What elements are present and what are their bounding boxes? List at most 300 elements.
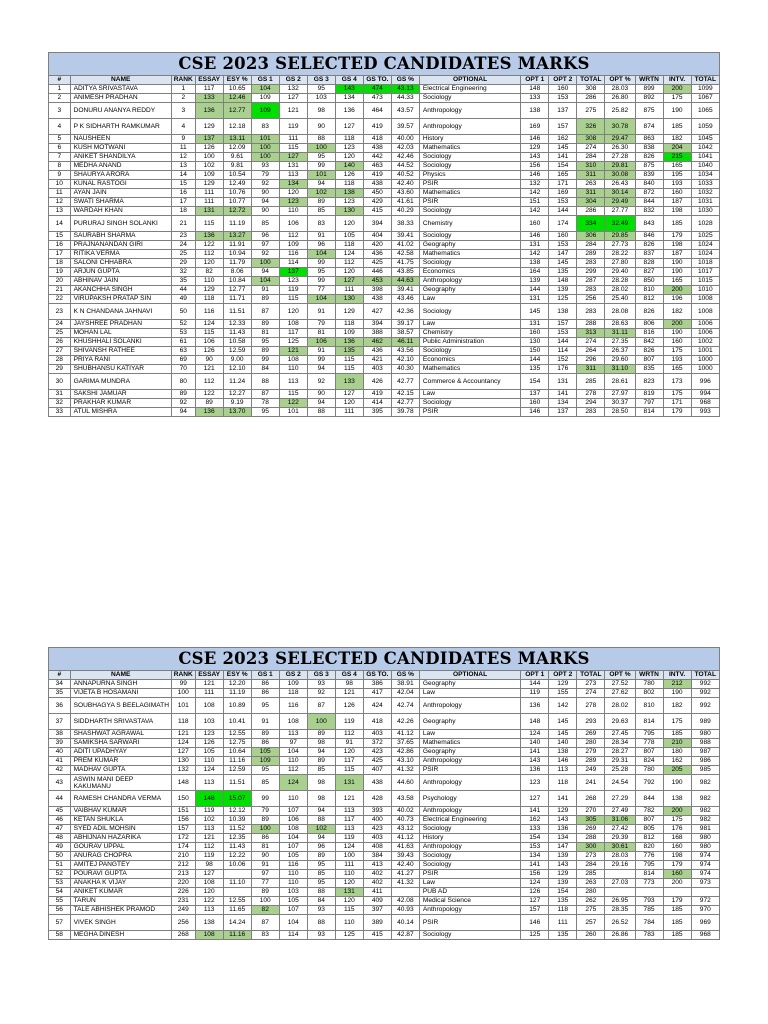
- cell-name: PRAKHAR KUMAR: [70, 399, 171, 408]
- header-essay: ESSAY: [195, 76, 223, 85]
- cell-opt-total: 263: [577, 879, 605, 888]
- cell-essay: 148: [195, 791, 223, 807]
- cell-name: ANAKHA K VIJAY: [70, 879, 171, 888]
- cell-rank: 17: [171, 198, 195, 207]
- cell-interview: 182: [663, 304, 691, 320]
- cell-opt1: 125: [521, 931, 549, 940]
- cell-gs4: 98: [335, 680, 363, 689]
- cell-gs-total: 473: [363, 94, 391, 103]
- cell-rank: 99: [171, 680, 195, 689]
- cell-num: 10: [49, 180, 71, 189]
- cell-opt2: 138: [549, 304, 577, 320]
- cell-gs3: 94: [307, 180, 335, 189]
- cell-gs4: 100: [335, 852, 363, 861]
- cell-gs4: 120: [335, 897, 363, 906]
- cell-gs4: 135: [335, 347, 363, 356]
- cell-gs2: 107: [279, 807, 307, 816]
- cell-opt-pct: 28.34: [605, 739, 635, 748]
- cell-optional: Sociology: [419, 931, 520, 940]
- cell-gs-pct: 41.27: [391, 870, 419, 879]
- cell-gs-total: 428: [363, 791, 391, 807]
- cell-grand-total: 985: [691, 766, 719, 775]
- cell-opt2: 155: [549, 689, 577, 698]
- cell-gs4: 115: [335, 766, 363, 775]
- cell-gs3: 90: [307, 390, 335, 399]
- cell-opt-pct: 30.61: [605, 843, 635, 852]
- cell-opt-pct: 29.81: [605, 162, 635, 171]
- cell-essay: 138: [195, 915, 223, 931]
- cell-written: 835: [635, 365, 663, 374]
- cell-gs1: 95: [251, 408, 279, 417]
- table-row: [49, 85, 720, 94]
- cell-gs1: 89: [251, 320, 279, 329]
- cell-gs4: 112: [335, 259, 363, 268]
- cell-gs3: 95: [307, 85, 335, 94]
- cell-opt1: 142: [521, 189, 549, 198]
- cell-opt1: 132: [521, 180, 549, 189]
- cell-gs2: 108: [279, 356, 307, 365]
- cell-gs2: 112: [279, 232, 307, 241]
- cell-opt-total: 288: [577, 834, 605, 843]
- cell-gs-pct: 44.52: [391, 162, 419, 171]
- cell-gs3: 98: [307, 739, 335, 748]
- cell-gs3: 88: [307, 816, 335, 825]
- cell-rank: 101: [171, 698, 195, 714]
- table-row: [49, 834, 720, 843]
- cell-written: 814: [635, 870, 663, 879]
- cell-gs3: 89: [307, 730, 335, 739]
- cell-opt-pct: 27.29: [605, 791, 635, 807]
- cell-opt-total: 273: [577, 852, 605, 861]
- cell-essay-pct: 10.06: [223, 861, 251, 870]
- cell-gs2: 110: [279, 879, 307, 888]
- table-row: [49, 906, 720, 915]
- cell-gs-pct: 39.41: [391, 286, 419, 295]
- cell-gs4: 126: [335, 698, 363, 714]
- cell-opt1: 129: [521, 144, 549, 153]
- cell-opt1: 136: [521, 766, 549, 775]
- header-row: [49, 76, 720, 85]
- cell-rank: 29: [171, 259, 195, 268]
- cell-essay: 121: [195, 834, 223, 843]
- cell-written: 810: [635, 698, 663, 714]
- cell-grand-total: 1034: [691, 171, 719, 180]
- cell-rank: 212: [171, 861, 195, 870]
- cell-gs-total: 395: [363, 408, 391, 417]
- cell-gs3: 79: [307, 320, 335, 329]
- cell-opt2: 145: [549, 144, 577, 153]
- cell-gs3: 94: [307, 399, 335, 408]
- cell-gs4: 105: [335, 232, 363, 241]
- cell-gs3: 91: [307, 347, 335, 356]
- cell-optional: PSIR: [419, 198, 520, 207]
- cell-opt2: 134: [549, 834, 577, 843]
- cell-name: KETAN SHUKLA: [70, 816, 171, 825]
- cell-interview: 180: [663, 748, 691, 757]
- cell-gs3: 104: [307, 295, 335, 304]
- cell-gs1: 84: [251, 365, 279, 374]
- marks-sheet-1: [48, 52, 720, 417]
- cell-essay: 112: [195, 374, 223, 390]
- cell-opt2: 145: [549, 259, 577, 268]
- header-written: WRTN: [635, 671, 663, 680]
- cell-grand-total: 1017: [691, 268, 719, 277]
- cell-grand-total: 1006: [691, 329, 719, 338]
- cell-interview: 175: [663, 390, 691, 399]
- cell-num: 54: [49, 888, 71, 897]
- cell-opt-pct: 30.08: [605, 171, 635, 180]
- cell-gs2: 105: [279, 897, 307, 906]
- cell-grand-total: 1008: [691, 295, 719, 304]
- cell-gs-total: 418: [363, 714, 391, 730]
- cell-optional: Anthropology: [419, 757, 520, 766]
- cell-num: 58: [49, 931, 71, 940]
- cell-opt-pct: 30.37: [605, 399, 635, 408]
- cell-essay: 111: [195, 198, 223, 207]
- cell-rank: 157: [171, 825, 195, 834]
- cell-gs3: 102: [307, 825, 335, 834]
- cell-num: 57: [49, 915, 71, 931]
- cell-gs4: 134: [335, 94, 363, 103]
- cell-opt1: 123: [521, 775, 549, 791]
- cell-gs-total: 429: [363, 198, 391, 207]
- cell-opt1: 124: [521, 879, 549, 888]
- cell-name: GARIMA MUNDRA: [70, 374, 171, 390]
- cell-gs-pct: 43.13: [391, 85, 419, 94]
- cell-gs-pct: 42.10: [391, 356, 419, 365]
- sheet-title: CSE 2023 SELECTED CANDIDATES MARKS: [49, 648, 720, 671]
- cell-essay-pct: 14.24: [223, 915, 251, 931]
- cell-name: PREM KUMAR: [70, 757, 171, 766]
- cell-essay: 108: [195, 931, 223, 940]
- cell-num: 11: [49, 189, 71, 198]
- header-opt-total: TOTAL: [577, 76, 605, 85]
- cell-essay-pct: 13.11: [223, 135, 251, 144]
- header-opt-pct: OPT %: [605, 671, 635, 680]
- cell-opt-pct: 29.85: [605, 232, 635, 241]
- cell-opt-total: 278: [577, 698, 605, 714]
- cell-interview: 190: [663, 259, 691, 268]
- cell-opt-pct: 27.42: [605, 825, 635, 834]
- cell-gs2: 107: [279, 906, 307, 915]
- cell-num: 6: [49, 144, 71, 153]
- cell-opt-pct: 28.63: [605, 320, 635, 329]
- cell-gs-pct: 38.33: [391, 216, 419, 232]
- cell-gs3: 89: [307, 198, 335, 207]
- cell-opt1: 145: [521, 304, 549, 320]
- table-row: [49, 825, 720, 834]
- cell-gs4: 121: [335, 689, 363, 698]
- header-gs-total: GS TO.: [363, 671, 391, 680]
- cell-optional: PSIR: [419, 180, 520, 189]
- cell-num: 1: [49, 85, 71, 94]
- cell-gs3: 81: [307, 329, 335, 338]
- cell-opt-pct: 26.95: [605, 897, 635, 906]
- cell-opt-total: 262: [577, 897, 605, 906]
- cell-grand-total: 968: [691, 931, 719, 940]
- header-rank: RANK: [171, 671, 195, 680]
- cell-opt-pct: 26.37: [605, 347, 635, 356]
- cell-num: 24: [49, 320, 71, 329]
- cell-gs-pct: 39.17: [391, 320, 419, 329]
- cell-interview: 185: [663, 119, 691, 135]
- cell-num: 21: [49, 286, 71, 295]
- cell-opt1: 148: [521, 85, 549, 94]
- cell-gs2: 108: [279, 714, 307, 730]
- cell-rank: 44: [171, 286, 195, 295]
- cell-interview: 190: [663, 775, 691, 791]
- cell-opt2: 144: [549, 207, 577, 216]
- cell-gs4: 143: [335, 85, 363, 94]
- cell-interview: 187: [663, 198, 691, 207]
- cell-opt1: 137: [521, 390, 549, 399]
- cell-name: DONURU ANANYA REDDY: [70, 103, 171, 119]
- cell-opt-pct: 27.97: [605, 390, 635, 399]
- cell-gs1: 89: [251, 816, 279, 825]
- cell-gs1: 91: [251, 714, 279, 730]
- cell-grand-total: 1033: [691, 180, 719, 189]
- cell-interview: 182: [663, 135, 691, 144]
- table-row: [49, 338, 720, 347]
- cell-num: 53: [49, 879, 71, 888]
- cell-interview: 200: [663, 286, 691, 295]
- cell-gs-total: 393: [363, 807, 391, 816]
- table-row: [49, 879, 720, 888]
- cell-gs4: 117: [335, 816, 363, 825]
- cell-name: ABHIJNAN HAZARIKA: [70, 834, 171, 843]
- cell-grand-total: 1042: [691, 144, 719, 153]
- table-row: [49, 162, 720, 171]
- cell-written: 773: [635, 879, 663, 888]
- cell-essay: 108: [195, 698, 223, 714]
- cell-gs1: 83: [251, 931, 279, 940]
- cell-name: MADHAV GUPTA: [70, 766, 171, 775]
- cell-gs3: 94: [307, 807, 335, 816]
- cell-essay-pct: 15.07: [223, 791, 251, 807]
- cell-opt1: 160: [521, 216, 549, 232]
- cell-name: VIVEK SINGH: [70, 915, 171, 931]
- cell-gs1: 86: [251, 834, 279, 843]
- cell-gs-total: 425: [363, 757, 391, 766]
- header-interview: INTV.: [663, 76, 691, 85]
- cell-gs1: 92: [251, 180, 279, 189]
- cell-opt-total: 284: [577, 153, 605, 162]
- cell-essay-pct: 12.35: [223, 834, 251, 843]
- cell-gs4: 120: [335, 153, 363, 162]
- cell-gs-total: 403: [363, 365, 391, 374]
- cell-gs4: 109: [335, 329, 363, 338]
- cell-essay-pct: 12.55: [223, 730, 251, 739]
- cell-interview: 190: [663, 329, 691, 338]
- cell-grand-total: 1031: [691, 198, 719, 207]
- cell-written: 784: [635, 915, 663, 931]
- cell-gs1: 105: [251, 748, 279, 757]
- cell-name: P K SIDHARTH RAMKUMAR: [70, 119, 171, 135]
- cell-gs1: 86: [251, 680, 279, 689]
- cell-name: TARUN: [70, 897, 171, 906]
- table-row: [49, 216, 720, 232]
- cell-interview: 198: [663, 241, 691, 250]
- cell-gs-pct: 44.33: [391, 94, 419, 103]
- cell-opt2: 147: [549, 843, 577, 852]
- cell-written: 805: [635, 825, 663, 834]
- cell-opt2: 157: [549, 119, 577, 135]
- cell-rank: 256: [171, 915, 195, 931]
- cell-gs4: 129: [335, 304, 363, 320]
- table-row: [49, 198, 720, 207]
- cell-opt-pct: 27.62: [605, 689, 635, 698]
- cell-gs-total: 394: [363, 216, 391, 232]
- cell-gs-pct: 42.36: [391, 304, 419, 320]
- cell-rank: 92: [171, 399, 195, 408]
- cell-rank: 148: [171, 775, 195, 791]
- cell-written: 797: [635, 399, 663, 408]
- cell-num: 15: [49, 232, 71, 241]
- cell-gs3: 95: [307, 268, 335, 277]
- cell-gs-total: 372: [363, 739, 391, 748]
- table-row: [49, 748, 720, 757]
- table-row: [49, 775, 720, 791]
- cell-rank: 50: [171, 304, 195, 320]
- cell-gs3: 88: [307, 408, 335, 417]
- header-opt1: OPT 1: [521, 671, 549, 680]
- cell-written: 838: [635, 144, 663, 153]
- cell-gs-pct: 41.12: [391, 834, 419, 843]
- header-rank: RANK: [171, 76, 195, 85]
- cell-essay: 122: [195, 390, 223, 399]
- cell-opt-pct: 28.61: [605, 374, 635, 390]
- cell-opt-total: 264: [577, 347, 605, 356]
- cell-opt-pct: 29.63: [605, 714, 635, 730]
- cell-gs4: 140: [335, 162, 363, 171]
- cell-interview: 205: [663, 766, 691, 775]
- cell-opt2: 111: [549, 915, 577, 931]
- cell-gs-total: 419: [363, 119, 391, 135]
- cell-gs-total: 423: [363, 825, 391, 834]
- cell-essay-pct: 12.20: [223, 680, 251, 689]
- cell-num: 25: [49, 329, 71, 338]
- cell-gs-total: 398: [363, 286, 391, 295]
- cell-opt-pct: 26.43: [605, 180, 635, 189]
- cell-rank: 1: [171, 85, 195, 94]
- cell-name: VAIBHAV KUMAR: [70, 807, 171, 816]
- cell-gs3: 83: [307, 216, 335, 232]
- cell-gs2: 108: [279, 320, 307, 329]
- cell-optional: Geography: [419, 680, 520, 689]
- cell-opt2: 118: [549, 775, 577, 791]
- cell-gs-pct: 44.60: [391, 775, 419, 791]
- cell-opt-total: 284: [577, 861, 605, 870]
- cell-gs-total: 453: [363, 277, 391, 286]
- cell-opt2: 153: [549, 94, 577, 103]
- cell-gs-pct: 39.43: [391, 852, 419, 861]
- cell-opt1: 146: [521, 915, 549, 931]
- cell-written: 807: [635, 816, 663, 825]
- cell-num: 30: [49, 374, 71, 390]
- cell-opt2: 137: [549, 408, 577, 417]
- cell-gs2: 114: [279, 931, 307, 940]
- cell-gs1: 104: [251, 277, 279, 286]
- cell-gs-pct: 40.93: [391, 906, 419, 915]
- cell-optional: Anthropology: [419, 843, 520, 852]
- cell-opt-pct: 27.80: [605, 259, 635, 268]
- cell-interview: 160: [663, 870, 691, 879]
- cell-gs1: 90: [251, 852, 279, 861]
- table-body: [49, 85, 720, 417]
- table-row: [49, 931, 720, 940]
- cell-essay-pct: 9.61: [223, 153, 251, 162]
- cell-essay-pct: 11.51: [223, 775, 251, 791]
- cell-gs-total: 423: [363, 748, 391, 757]
- cell-gs-pct: 42.58: [391, 250, 419, 259]
- cell-optional: Geography: [419, 241, 520, 250]
- cell-gs1: 95: [251, 338, 279, 347]
- cell-grand-total: 992: [691, 689, 719, 698]
- cell-num: 38: [49, 730, 71, 739]
- cell-opt2: 176: [549, 365, 577, 374]
- header-gs3: GS 3: [307, 76, 335, 85]
- cell-grand-total: 968: [691, 399, 719, 408]
- cell-gs2: 103: [279, 888, 307, 897]
- cell-rank: 121: [171, 730, 195, 739]
- cell-opt-pct: [605, 870, 635, 879]
- cell-opt-total: 283: [577, 304, 605, 320]
- cell-name: WARDAH KHAN: [70, 207, 171, 216]
- cell-gs4: 119: [335, 714, 363, 730]
- cell-interview: 185: [663, 730, 691, 739]
- cell-num: 48: [49, 834, 71, 843]
- cell-opt1: 126: [521, 888, 549, 897]
- cell-interview: 185: [663, 216, 691, 232]
- cell-opt2: 154: [549, 888, 577, 897]
- cell-num: 56: [49, 906, 71, 915]
- cell-essay: 124: [195, 766, 223, 775]
- cell-opt2: 160: [549, 232, 577, 241]
- header-optional: OPTIONAL: [419, 671, 520, 680]
- cell-name: ATUL MISHRA: [70, 408, 171, 417]
- cell-gs-total: 402: [363, 870, 391, 879]
- cell-rank: 150: [171, 791, 195, 807]
- cell-opt-total: 257: [577, 915, 605, 931]
- cell-essay: 111: [195, 189, 223, 198]
- cell-optional: History: [419, 834, 520, 843]
- cell-grand-total: 994: [691, 390, 719, 399]
- cell-num: 19: [49, 268, 71, 277]
- cell-rank: 25: [171, 250, 195, 259]
- cell-num: 39: [49, 739, 71, 748]
- cell-gs1: 104: [251, 85, 279, 94]
- cell-interview: 173: [663, 374, 691, 390]
- cell-grand-total: 974: [691, 861, 719, 870]
- cell-grand-total: 980: [691, 843, 719, 852]
- cell-essay-pct: 8.06: [223, 268, 251, 277]
- cell-essay-pct: 11.24: [223, 374, 251, 390]
- cell-opt2: 141: [549, 153, 577, 162]
- cell-grand-total: 1015: [691, 277, 719, 286]
- cell-num: 32: [49, 399, 71, 408]
- cell-opt1: 151: [521, 198, 549, 207]
- table-row: [49, 757, 720, 766]
- table-row: [49, 180, 720, 189]
- cell-gs-total: 463: [363, 162, 391, 171]
- cell-essay-pct: 10.65: [223, 85, 251, 94]
- cell-grand-total: 1030: [691, 207, 719, 216]
- header-gs4: GS 4: [335, 76, 363, 85]
- table-row: [49, 739, 720, 748]
- cell-name: ANIKET SHANDILYA: [70, 153, 171, 162]
- cell-essay-pct: 9.00: [223, 356, 251, 365]
- cell-rank: 69: [171, 356, 195, 365]
